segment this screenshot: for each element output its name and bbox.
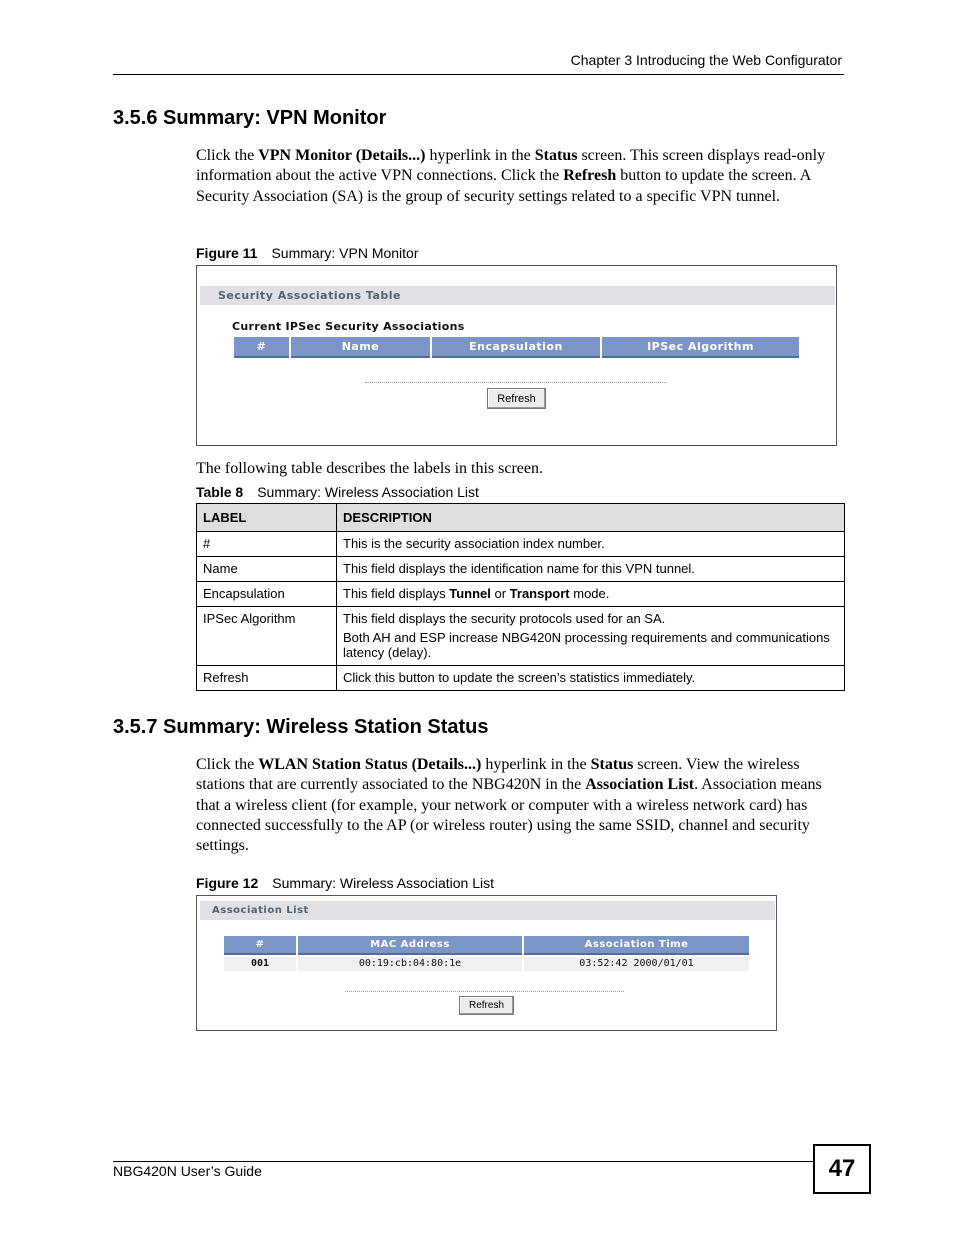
table-row: [197, 582, 845, 607]
figure-11-title: Summary: VPN Monitor: [271, 245, 419, 261]
station-index-cell: 001: [224, 957, 296, 971]
table-row: [197, 607, 845, 666]
text-run: This field displays: [343, 586, 450, 601]
figure-11-caption: [196, 245, 419, 261]
figure-11-screenshot: [196, 265, 837, 446]
row-description: [337, 532, 845, 557]
row-description: [337, 666, 845, 691]
section-heading-vpn-monitor: 3.5.6 Summary: VPN Monitor: [113, 107, 387, 129]
emphasis-text: Status: [534, 147, 578, 164]
description-table: [196, 503, 845, 691]
figure-12-caption: [196, 875, 494, 891]
table-header-description: DESCRIPTION: [337, 504, 845, 532]
dotted-separator: [345, 991, 624, 992]
text-run: This is the security association index number.: [343, 536, 605, 551]
emphasis-text: Status: [590, 756, 634, 773]
table-8-title: Summary: Wireless Association List: [257, 484, 479, 500]
row-description: [337, 557, 845, 582]
station-time-cell: 03:52:42 2000/01/01: [524, 957, 749, 971]
row-label: IPSec Algorithm: [197, 607, 337, 666]
column-header-mac-address: MAC Address: [298, 936, 522, 955]
emphasis-text: Association List: [585, 776, 695, 794]
chapter-header: Chapter 3 Introducing the Web Configurator: [570, 52, 842, 68]
section-heading-wireless-station-status: 3.5.7 Summary: Wireless Station Status: [113, 716, 489, 738]
text-run: This field displays the identification name for this VPN tunnel.: [343, 561, 695, 576]
description-paragraph: [343, 586, 838, 601]
table-8-intro: The following table describes the labels in this screen.: [196, 460, 544, 477]
column-header-index: #: [234, 337, 289, 358]
description-paragraph: [343, 611, 838, 626]
column-header-index: #: [224, 936, 296, 955]
figure-11-label: Figure 11: [196, 245, 258, 261]
column-header-association-time: Association Time: [524, 936, 749, 955]
text-run: hyperlink in the: [425, 147, 535, 164]
current-ipsec-sa-title: Current IPSec Security Associations: [232, 320, 465, 333]
text-run: . Association means that a wireless client (for example, your network or computer with a wireless network card) has connected successfully to the AP (or wireless router) using the same SSID, channel and security settings.: [196, 776, 822, 855]
row-label: #: [197, 532, 337, 557]
description-paragraph: [343, 536, 838, 551]
page-number: 47: [813, 1144, 871, 1194]
description-paragraph: [343, 670, 838, 685]
text-run: screen. This screen displays read-only information about the active VPN connections. Click the: [196, 147, 826, 185]
table-8-label: Table 8: [196, 484, 244, 500]
text-run: Click the: [196, 756, 259, 773]
refresh-button[interactable]: Refresh: [487, 388, 546, 409]
header-rule: [113, 74, 844, 75]
row-label: Refresh: [197, 666, 337, 691]
description-paragraph: [343, 630, 838, 660]
text-run: Both AH and ESP increase NBG420N processing requirements and communications latency (delay).: [343, 630, 830, 660]
dotted-separator: [365, 382, 667, 383]
footer-guide-title: NBG420N User’s Guide: [113, 1163, 262, 1179]
row-label: Name: [197, 557, 337, 582]
wireless-station-paragraph: [196, 755, 842, 856]
text-run: hyperlink in the: [481, 756, 591, 773]
table-row: [197, 666, 845, 691]
figure-12-label: Figure 12: [196, 875, 259, 891]
emphasis-text: Refresh: [563, 167, 617, 185]
row-label: Encapsulation: [197, 582, 337, 607]
table-8-caption: [196, 484, 479, 500]
text-run: button to update the screen. A Security Association (SA) is the group of security settings related to a specific VPN tunnel.: [196, 167, 811, 205]
emphasis-text: Tunnel: [449, 586, 491, 601]
security-associations-table-bar: Security Associations Table: [200, 286, 835, 305]
row-description: [337, 607, 845, 666]
footer-rule: [113, 1161, 813, 1162]
table-row: [197, 532, 845, 557]
table-row: [197, 557, 845, 582]
description-paragraph: [343, 561, 838, 576]
text-run: or: [490, 586, 510, 601]
row-description: [337, 582, 845, 607]
column-header-ipsec-algorithm: IPSec Algorithm: [602, 337, 799, 358]
station-mac-cell: 00:19:cb:04:80:1e: [298, 957, 522, 971]
figure-12-title: Summary: Wireless Association List: [272, 875, 494, 891]
text-run: Click this button to update the screen’s statistics immediately.: [343, 670, 696, 685]
vpn-monitor-paragraph: [196, 146, 842, 207]
emphasis-text: Transport: [509, 586, 570, 601]
emphasis-text: VPN Monitor (Details...): [258, 147, 426, 164]
table-header-row: [197, 504, 845, 532]
text-run: Click the: [196, 147, 259, 164]
column-header-name: Name: [291, 337, 430, 358]
text-run: This field displays the security protocols used for an SA.: [343, 611, 666, 626]
figure-12-screenshot: [196, 895, 777, 1031]
table-header-label: LABEL: [197, 504, 337, 532]
association-list-bar: Association List: [200, 901, 775, 920]
column-header-encapsulation: Encapsulation: [432, 337, 600, 358]
text-run: screen. View the wireless stations that are currently associated to the NBG420N in the: [196, 756, 800, 794]
refresh-button[interactable]: Refresh: [459, 996, 514, 1015]
emphasis-text: WLAN Station Status (Details...): [258, 756, 482, 773]
text-run: mode.: [569, 586, 610, 601]
